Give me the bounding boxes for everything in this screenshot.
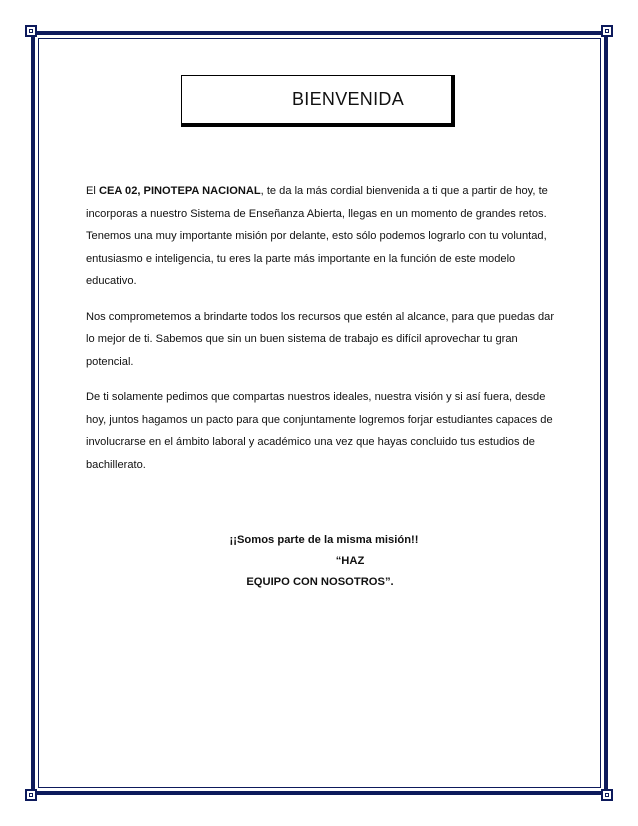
commitment-paragraph: Nos comprometemos a brindarte todos los recursos que estén al alcance, para que puedas dar lo mejor de ti. Sabemos que sin un buen sistema de trabajo es difícil aprovechar tu gran potencial. xyxy=(86,310,555,368)
corner-ornament-bottom-right xyxy=(601,789,613,801)
document-body xyxy=(86,180,556,489)
corner-ornament-bottom-left xyxy=(25,789,37,801)
closing-message xyxy=(180,530,460,593)
intro-paragraph xyxy=(86,180,556,293)
title-box xyxy=(181,75,455,127)
intro-text: , te da la más cordial bienvenida a ti que a partir de hoy, te incorporas a nuestro Sistema de Enseñanza Abierta, llegas en un momento de grandes retos. Tenemos una muy importante misión por delante, esto sólo podemos lograrlo con tu voluntad, entusiasmo e inteligencia, tu eres la parte más importante en la función de este modelo educativo. xyxy=(86,185,548,287)
organization-name: CEA 02, PINOTEPA NACIONAL xyxy=(98,185,261,197)
page-title: BIENVENIDA xyxy=(291,88,405,109)
corner-ornament-top-left xyxy=(25,25,37,37)
pact-paragraph: De ti solamente pedimos que compartas nuestros ideales, nuestra visión y si así fuera, desde hoy, juntos hagamos un pacto para que conjuntamente logremos forjar estudiantes capaces de involucrarse en el ámbito laboral y académico una vez que hayas concluido tus estudios de bachillerato. xyxy=(86,391,553,471)
corner-ornament-top-right xyxy=(601,25,613,37)
closing-line-2: “HAZ xyxy=(335,555,365,567)
intro-lead: El xyxy=(86,185,99,197)
closing-line-3: EQUIPO CON NOSOTROS”. xyxy=(246,576,394,588)
closing-line-1: ¡¡Somos parte de la misma misión!! xyxy=(229,534,419,546)
